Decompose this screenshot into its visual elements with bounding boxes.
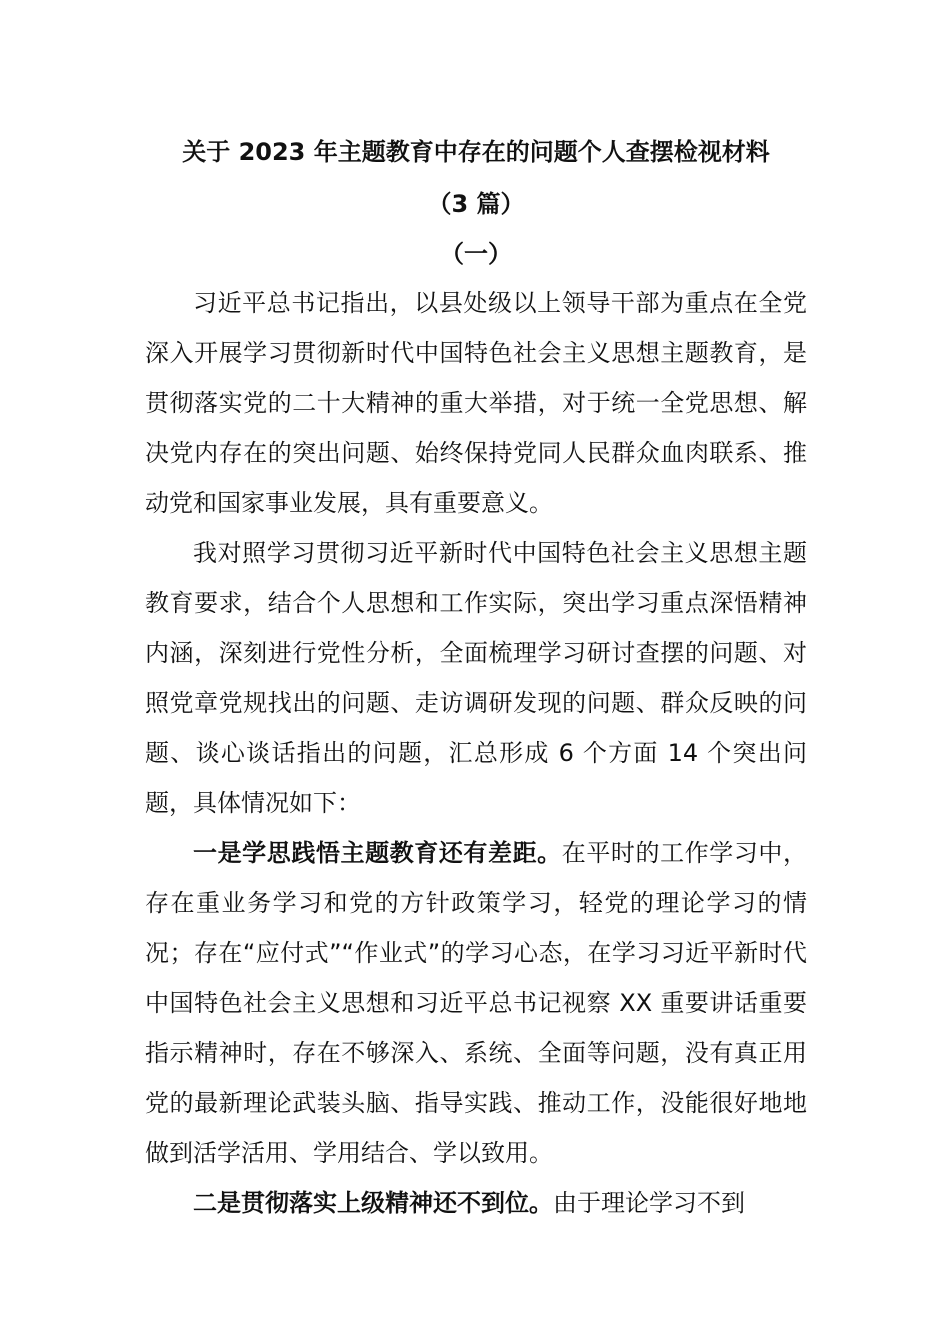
paragraph-2 (145, 528, 807, 828)
document-subtitle: （3 篇） (427, 190, 525, 218)
paragraph-text: 由于理论学习不到 (553, 1189, 745, 1217)
paragraph-text: 习近平总书记指出，以县处级以上领导干部为重点在全党深入开展学习贯彻新时代中国特色社会主义思想主题教育，是贯彻落实党的二十大精神的重大举措，对于统一全党思想、解决党内存在的突出问题、始终保持党同人民群众血肉联系、推动党和国家事业发展，具有重要意义。 (145, 289, 807, 517)
paragraph-4 (145, 1178, 807, 1228)
document-title: 关于 2023 年主题教育中存在的问题个人查摆检视材料 (182, 138, 770, 166)
paragraph-1 (145, 278, 807, 528)
document-body (145, 128, 807, 1228)
paragraph-text: 在平时的工作学习中，存在重业务学习和党的方针政策学习，轻党的理论学习的情况；存在“应付式”“作业式”的学习心态，在学习习近平新时代中国特色社会主义思想和习近平总书记视察 XX 重要讲话重要指示精神时，存在不够深入、系统、全面等问题，没有真正用党的最新理论武装头脑、指导实践、推动工作，没能很好地地做到活学活用、学用结合、学以致用。 (145, 839, 807, 1167)
paragraph-lead: 一是学思践悟主题教育还有差距。 (193, 839, 562, 867)
paragraph-lead: 二是贯彻落实上级精神还不到位。 (193, 1189, 553, 1217)
section-heading: （一） (440, 240, 512, 268)
paragraph-3 (145, 828, 807, 1178)
paragraph-text: 我对照学习贯彻习近平新时代中国特色社会主义思想主题教育要求，结合个人思想和工作实际，突出学习重点深悟精神内涵，深刻进行党性分析，全面梳理学习研讨查摆的问题、对照党章党规找出的问题、走访调研发现的问题、群众反映的问题、谈心谈话指出的问题，汇总形成 6 个方面 14 个突出问题，具体情况如下： (145, 539, 807, 817)
